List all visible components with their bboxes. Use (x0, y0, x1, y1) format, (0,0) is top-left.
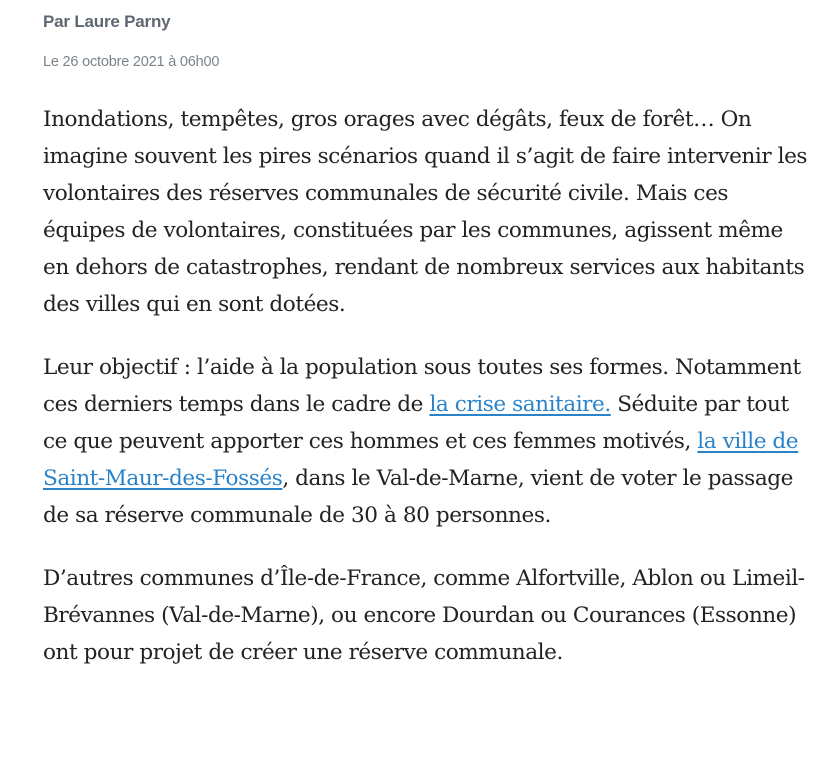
publication-date: Le 26 octobre 2021 à 06h00 (43, 54, 220, 70)
paragraph-2-text-c: , dans le Val-de-Marne, vient de voter le passage de sa réserve communale de 30 à 80 personnes. (43, 466, 793, 528)
paragraph-1: Inondations, tempêtes, gros orages avec dégâts, feux de forêt… On imagine souvent les pires scénarios quand il s’agit de faire intervenir les volontaires des réserves communales de sécurité civile. Mais ces équipes de volontaires, constituées par les communes, agissent même en dehors de catastrophes, rendant de nombreux services aux habitants des villes qui en sont dotées. (43, 107, 808, 317)
paragraph-3: D’autres communes d’Île-de-France, comme Alfortville, Ablon ou Limeil-Brévannes (Val-de-Marne), ou encore Dourdan ou Courances (Essonne) ont pour projet de créer une réserve communale. (43, 566, 805, 665)
link-crise-sanitaire[interactable]: la crise sanitaire. (429, 392, 611, 417)
link-saint-maur-des-fosses[interactable]: la ville de Saint-Maur-des-Fossés (43, 429, 799, 491)
paragraph-2-text-b: Séduite par tout ce que peuvent apporter ces hommes et ces femmes motivés, (43, 392, 789, 454)
paragraph-2-text-a: Leur objectif : l’aide à la population sous toutes ses formes. Notamment ces derniers temps dans le cadre de (43, 355, 801, 417)
author-name[interactable]: Laure Parny (74, 12, 171, 31)
author-byline (43, 12, 170, 32)
article-body (43, 101, 813, 697)
byline-prefix: Par (43, 12, 70, 31)
paragraph-2 (43, 349, 813, 534)
